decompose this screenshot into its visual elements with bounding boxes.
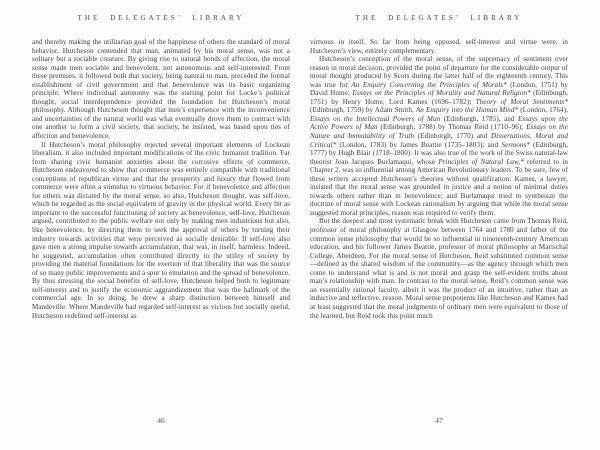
- paragraph: If Hutcheson’s moral philosophy rejected several important elements of Lockean liberalism, it also included important modifications of the civic humanist tradition. Far from sharing civic humanist anxieties about the corrosive effects of commerce, Hutcheson endeavored to show that commerce was entirely compatible with traditional conceptions of republican virtue and that the prosperity and luxury that flowed from commerce were often a stimulus to virtuous behavior. For if benevolence and affection for others was dictated by the moral sense, so also, Hutcheson thought, was self-love, which he regarded as the social equivalent of gravity in the physical world. Every bit as important to the successful functioning of society as benevolence, self-love, Hutcheson argued, contributed to the public welfare not only by making men industrious but also, like benevolence, by directing them to seek the approval of others by turning their industry towards activities that were perceived as socially desirable. If self-love also gave men a strong impulse towards accumulation, that was, in itself, harmless. Indeed, he suggested, accumulation often contributed directly to the utility of society by providing the material foundations for the exertion of that liberality that was the source of so many public improvements and a spur to emulation and the spread of benevolence. By thus stressing the social benefits of self-love, Hutcheson helped both to legitimate self-interest and to justify the economic aggrandizement that was the hallmark of the commercial age. In so doing, he drew a sharp distinction between himself and Mandeville. Where Mandeville had regarded self-interest as vicious but socially useful, Hutcheson redefined self-interest as: [32, 140, 290, 320]
- running-header-left: THE DELEGATES’ LIBRARY: [77, 14, 245, 22]
- paragraph: virtuous in itself. So far from being opposed, self-interest and virtue were, in Hutcheson’s view, entirely complementary.: [310, 38, 568, 55]
- paragraph: Hutcheson’s conception of the moral sense, of the supremacy of sentiment over reason in moral decision, provided the point of departure for the considerable output of moral thought produced by Scots during the latter half of the eighteenth century. This was true for An Enquiry Concerning the Principles of Morals* (London, 1751) by David Hume; Essays on the Principles of Morality and Natural Religion* (Edinburgh, 1751) by Henry Home, Lord Kames (1696–1782); Theory of Moral Sentiments* (Edinburgh, 1759) by Adam Smith, An Enquiry into the Human Mind* (London, 1764), Essays on the Intellectual Powers of Man (Edinburgh, 1785), and Essays upon the Active Powers of Man (Edinburgh, 1788) by Thomas Reid (1710–96); Essays on the Nature and Immutability of Truth (Edinburgh, 1770) and Dissertations, Moral and Critical* (London, 1783) by James Beattie (1735–1803); and Sermons* (Edinburgh, 1777) by Hugh Blair (1718–1800). It was also true of the work of the Swiss natural-law theorist Jean Jacques Burlamaqui, whose Principles of Natural Law,* referred to in Chapter 2, was so influential among American Revolutionary leaders. To be sure, few of these writers accepted Hutcheson’s theories without qualification: Kames, a lawyer, insisted that the moral sense was grounded in justice and a notion of minimal duties towards others rather than in benevolence; and Burlamaqui tried to synthesize the doctrine of moral sense with Lockean rationalism by arguing that while the moral sense suggested moral principles, reason was required to verify them.: [310, 55, 569, 217]
- page-left: [32, 0, 290, 450]
- page-number-left: 46: [157, 416, 165, 425]
- page-right: [310, 0, 568, 450]
- page-body-right: [310, 38, 568, 320]
- paragraph: and thereby making the utilitarian goal of the happiness of others the standard of moral behavior, Hutcheson contended that man, animated by his moral sense, was not a solitary but a sociable creature. By giving rise to natural bonds of affection, the moral sense made men sociable and benevolent, not autonomous and self-interested. From these premises, it followed both that society, being natural to man, preceded the formal establishment of civil government and that benevolence was its basic organizing principle. Where individual autonomy was the starting point for Locke’s political thought, social interdependence provided the foundation for Hutcheson’s moral philosophy. Although Hutcheson thought that men’s experience with the inconvenience and uncertainties of the natural world was what eventually drove them to contract with one another to form a civil society, that society, he insisted, was based upon ties of affection and benevolence.: [32, 38, 290, 141]
- page-body-left: [32, 38, 290, 320]
- running-header-right: THE DELEGATES’ LIBRARY: [355, 14, 523, 22]
- paragraph: But the deepest and most systematic break with Hutcheson came from Thomas Reid, professor of moral philosophy at Glasgow between 1764 and 1780 and father of the common sense philosophy that would be so influential in nineteenth-century American education, and his follower James Beattie, professor of moral philosophy at Marischal College, Aberdeen. For the moral sense of Hutcheson, Reid substituted common sense—defined as the shared wisdom of the community—as the agency through which men come to understand what is and is not moral and grasp the self-evident truths about man’s relationship with man. In contrast to the moral sense, Reid’s common sense was an essentially rational faculty, albeit it was the product of an intuitive, rather than an inductive and reflective, reason. Moral sense proponents like Hutcheson and Kames had at least suggested that the moral judgments of ordinary men were equivalent to those of the learned, but Reid took this point much: [310, 217, 568, 320]
- page-number-right: 47: [435, 416, 443, 425]
